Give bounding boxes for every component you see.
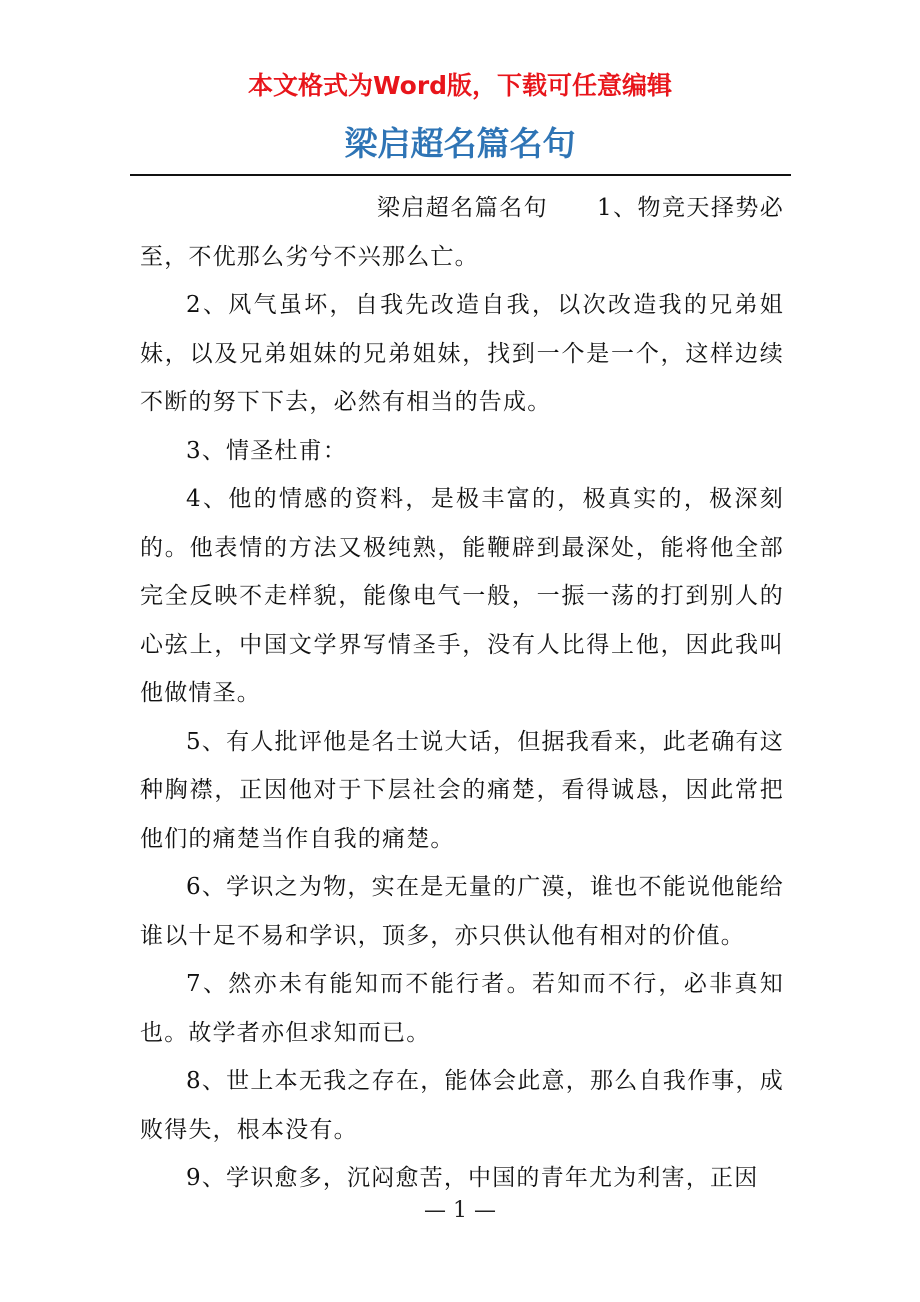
paragraph-6: 6、学识之为物，实在是无量的广漠，谁也不能说他能给谁以十足不易和学识，顶多，亦只供认他有相对的价值。 [140, 874, 784, 949]
paragraph-4: 4、他的情感的资料，是极丰富的，极真实的，极深刻的。他表情的方法又极纯熟，能鞭辟到最深处，能将他全部完全反映不走样貌，能像电气一般，一振一荡的打到别人的心弦上，中国文学界写情圣手，没有人比得上他，因此我叫他做情圣。 [140, 486, 784, 706]
paragraph-1: 梁启超名篇名句 1、物竞天择势必至，不优那么劣兮不兴那么亡。 [140, 195, 784, 270]
paragraph-7: 7、然亦未有能知而不能行者。若知而不行，必非真知也。故学者亦但求知而已。 [140, 971, 784, 1046]
document-body [140, 184, 784, 1203]
paragraph-9: 9、学识愈多，沉闷愈苦，中国的青年尤为利害，正因 [186, 1165, 759, 1191]
paragraph-3: 3、情圣杜甫： [186, 437, 348, 464]
format-banner: 本文格式为Word版，下载可任意编辑 [247, 71, 673, 100]
paragraph-5: 5、有人批评他是名士说大话，但据我看来，此老确有这种胸襟，正因他对于下层社会的痛楚，看得诚恳，因此常把他们的痛楚当作自我的痛楚。 [140, 728, 784, 852]
paragraph-8: 8、世上本无我之存在，能体会此意，那么自我作事，成败得失，根本没有。 [140, 1068, 784, 1143]
paragraph-2: 2、风气虽坏，自我先改造自我，以次改造我的兄弟姐妹，以及兄弟姐妹的兄弟姐妹，找到一个是一个，这样边续不断的努下下去，必然有相当的告成。 [140, 292, 784, 415]
document-title: 梁启超名篇名句 [344, 124, 576, 163]
page-number: — 1 — [424, 1198, 496, 1223]
title-divider [130, 174, 791, 176]
